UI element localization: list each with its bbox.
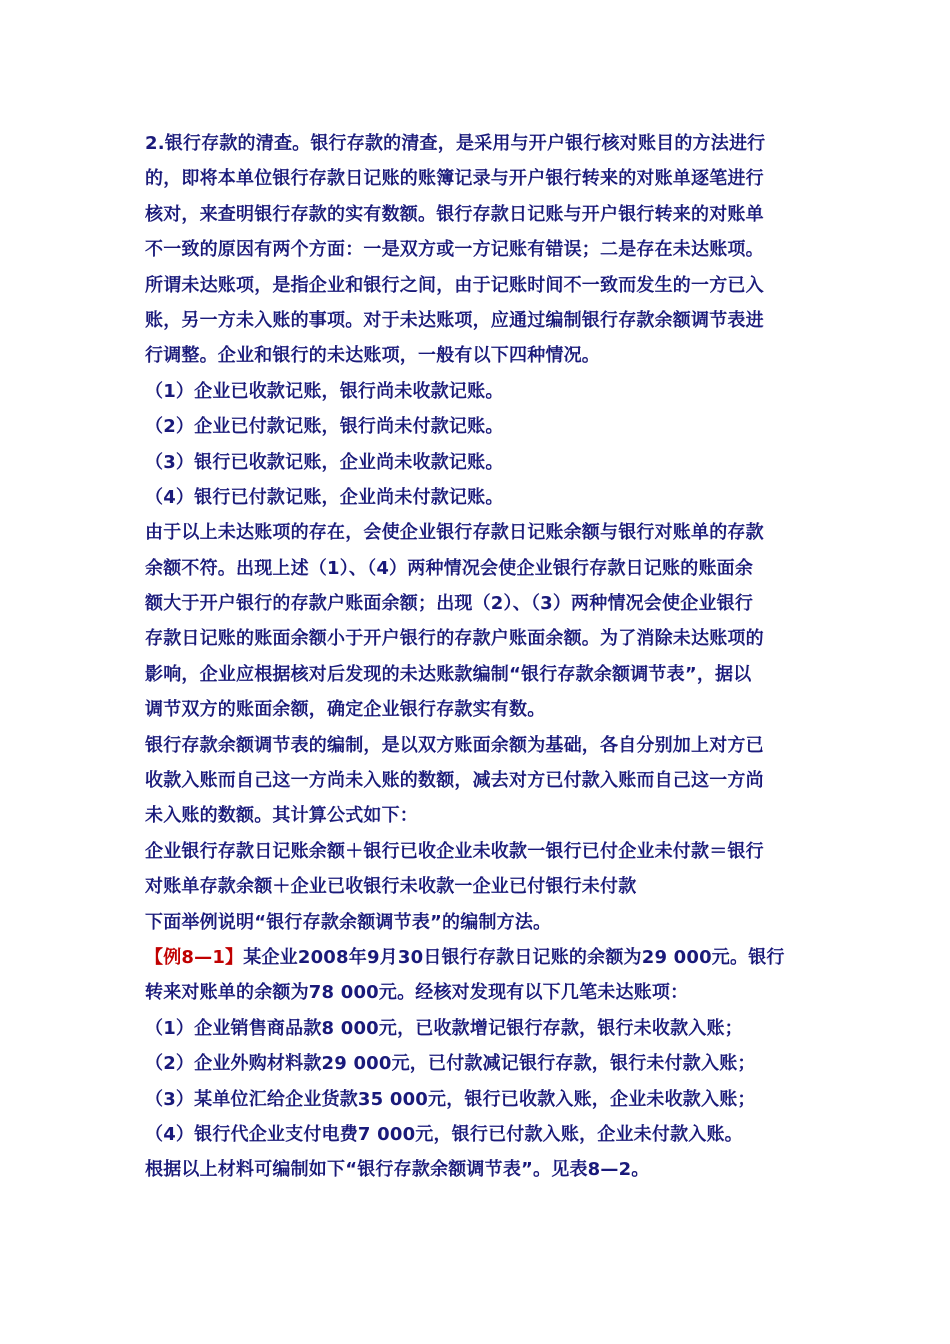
list-item: （3）某单位汇给企业货款35 000元，银行已收款入账，企业未收款入账； [145, 1088, 756, 1110]
text-line: 转来对账单的余额为78 000元。经核对发现有以下几笔未达账项： [145, 982, 689, 1004]
text-line: 账，另一方未入账的事项。对于未达账项，应通过编制银行存款余额调节表进 [145, 309, 764, 331]
text-line: 影响，企业应根据核对后发现的未达账款编制“银行存款余额调节表”，据以 [145, 663, 752, 685]
text-line: 下面举例说明“银行存款余额调节表”的编制方法。 [145, 911, 552, 933]
example-tag: 【例8—1】 [145, 946, 244, 968]
text-line: 收款入账而自己这一方尚未入账的数额，减去对方已付款入账而自己这一方尚 [145, 770, 764, 792]
text-line: 额大于开户银行的存款户账面余额；出现（2）、（3）两种情况会使企业银行 [145, 593, 754, 615]
list-item: （4）银行已付款记账，企业尚未付款记账。 [145, 486, 504, 508]
text-line: 核对，来查明银行存款的实有数额。银行存款日记账与开户银行转来的对账单 [145, 203, 764, 225]
list-item: （1）企业销售商品款8 000元，已收款增记银行存款，银行未收款入账； [145, 1017, 743, 1039]
text-line: 根据以上材料可编制如下“银行存款余额调节表”。见表8—2。 [145, 1159, 650, 1181]
example-text: 某企业2008年9月30日银行存款日记账的余额为29 000元。银行 [243, 946, 785, 968]
list-item: （1）企业已收款记账，银行尚未收款记账。 [145, 380, 504, 402]
formula-line: 企业银行存款日记账余额＋银行已收企业未收款一银行已付企业未付款＝银行 [145, 840, 764, 862]
list-item: （3）银行已收款记账，企业尚未收款记账。 [145, 451, 504, 473]
text-line: 2.银行存款的清查。银行存款的清查，是采用与开户银行核对账目的方法进行 [145, 133, 766, 154]
list-item: （4）银行代企业支付电费7 000元，银行已付款入账，企业未付款入账。 [145, 1123, 743, 1145]
example-heading [145, 940, 815, 975]
text-line: 的，即将本单位银行存款日记账的账簿记录与开户银行转来的对账单逐笔进行 [145, 168, 764, 190]
text-line: 不一致的原因有两个方面：一是双方或一方记账有错误；二是存在未达账项。 [145, 239, 764, 261]
text-line: 由于以上未达账项的存在，会使企业银行存款日记账余额与银行对账单的存款 [145, 522, 764, 544]
text-line: 银行存款余额调节表的编制，是以双方账面余额为基础，各自分别加上对方已 [145, 734, 764, 756]
text-line: 余额不符。出现上述（1）、（4）两种情况会使企业银行存款日记账的账面余 [145, 557, 754, 579]
text-line: 行调整。企业和银行的未达账项，一般有以下四种情况。 [145, 345, 600, 367]
text-line: 存款日记账的账面余额小于开户银行的存款户账面余额。为了消除未达账项的 [145, 628, 764, 650]
text-line: 所谓未达账项，是指企业和银行之间，由于记账时间不一致而发生的一方已入 [145, 274, 764, 296]
list-item: （2）企业外购材料款29 000元，已付款减记银行存款，银行未付款入账； [145, 1053, 756, 1075]
text-line: 调节双方的账面余额，确定企业银行存款实有数。 [145, 699, 546, 721]
list-item: （2）企业已付款记账，银行尚未付款记账。 [145, 416, 504, 438]
text-line: 未入账的数额。其计算公式如下： [145, 805, 418, 827]
formula-line: 对账单存款余额＋企业已收银行未收款一企业已付银行未付款 [145, 876, 637, 898]
document-body [145, 126, 815, 1188]
